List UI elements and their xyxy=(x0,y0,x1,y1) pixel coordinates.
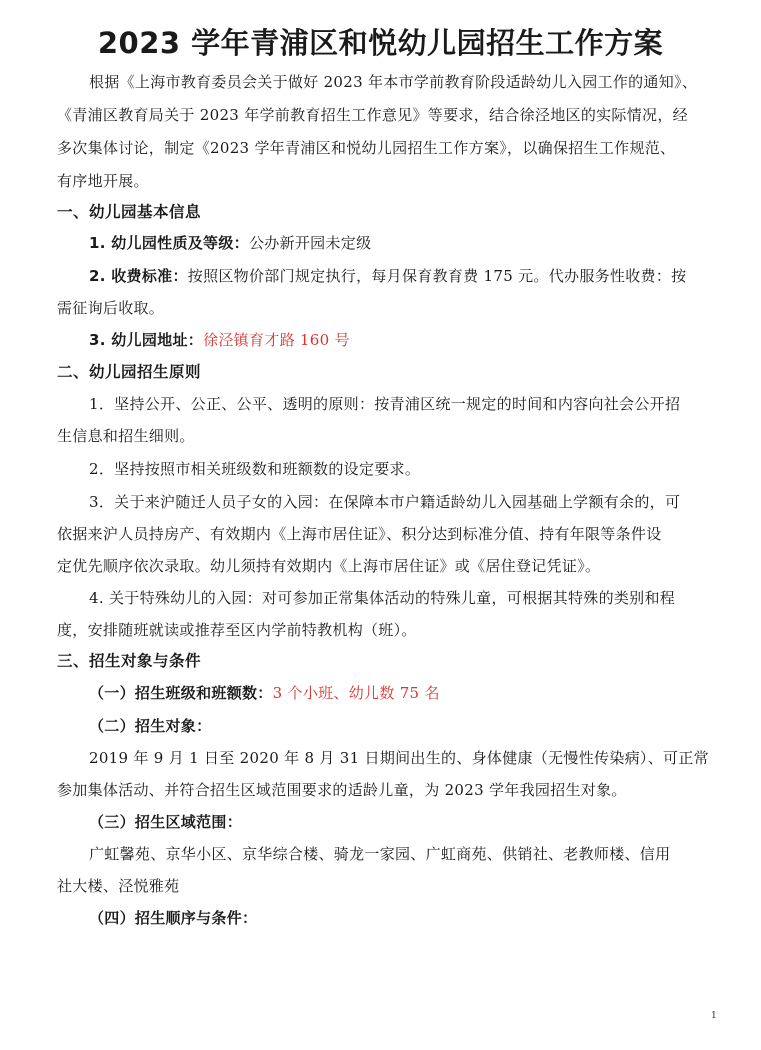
s3-sub-1-label: （一）招生班级和班额数： xyxy=(89,684,273,702)
intro-line-1: 根据《上海市教育委员会关于做好 2023 年本市学前教育阶段适龄幼儿入园工作的通知》、 xyxy=(89,73,698,91)
s2-p3-line-1: 3．关于来沪随迁人员子女的入园：在保障本市户籍适龄幼儿入园基础上学额有余的，可 xyxy=(89,493,681,511)
s1-item-2-label: 2. 收费标准： xyxy=(89,267,188,285)
s2-p1-line-2: 生信息和招生细则。 xyxy=(57,427,195,445)
s1-item-3-label: 3. 幼儿园地址： xyxy=(89,331,204,349)
s1-item-3-address: 徐泾镇育才路 160 号 xyxy=(203,331,350,349)
page-number: 1 xyxy=(711,1011,717,1021)
s1-item-1 xyxy=(89,232,371,254)
intro-line-4: 有序地开展。 xyxy=(57,172,149,190)
s2-p1-line-1: 1．坚持公开、公正、公平、透明的原则：按青浦区统一规定的时间和内容向社会公开招 xyxy=(89,395,681,413)
s1-item-1-value: 公办新开园未定级 xyxy=(248,234,372,252)
s3-sub-2-line-1: 2019 年 9 月 1 日至 2020 年 8 月 31 日期间出生的、身体健康（无慢性传染病）、可正常 xyxy=(89,749,709,767)
document-title: 2023 学年青浦区和悦幼儿园招生工作方案 xyxy=(97,26,664,60)
section-heading-3: 三、招生对象与条件 xyxy=(57,652,202,670)
section-heading-2: 二、幼儿园招生原则 xyxy=(57,363,202,381)
s1-item-2 xyxy=(89,265,686,287)
section-heading-1: 一、幼儿园基本信息 xyxy=(57,203,202,221)
s2-p3-line-3: 定优先顺序依次录取。幼儿须持有效期内《上海市居住证》或《居住登记凭证》。 xyxy=(57,557,601,575)
s3-sub-3-line-1: 广虹馨苑、京华小区、京华综合楼、骑龙一家园、广虹商苑、供销社、老教师楼、信用 xyxy=(89,845,671,863)
s2-p4-line-1: 4. 关于特殊幼儿的入园：对可参加正常集体活动的特殊儿童，可根据其特殊的类别和程 xyxy=(89,589,676,607)
s3-sub-1-value: 3 个小班、幼儿数 75 名 xyxy=(272,684,440,702)
s2-p2: 2．坚持按照市相关班级数和班额数的设定要求。 xyxy=(89,460,421,478)
s2-p3-line-2: 依据来沪人员持房产、有效期内《上海市居住证》、积分达到标准分值、持有年限等条件设 xyxy=(57,525,662,543)
s3-sub-3-line-2: 社大楼、泾悦雅苑 xyxy=(57,877,180,895)
s2-p4-line-2: 度，安排随班就读或推荐至区内学前特教机构（班）。 xyxy=(57,621,417,639)
intro-line-2: 《青浦区教育局关于 2023 年学前教育招生工作意见》等要求，结合徐泾地区的实际情况，经 xyxy=(57,106,688,124)
s3-sub-2-label: （二）招生对象： xyxy=(89,717,212,735)
s3-sub-2-line-2: 参加集体活动、并符合招生区域范围要求的适龄儿童，为 2023 学年我园招生对象。 xyxy=(57,781,627,799)
s1-item-1-label: 1. 幼儿园性质及等级： xyxy=(89,234,249,252)
s3-sub-4-label: （四）招生顺序与条件： xyxy=(89,909,258,927)
s1-item-3 xyxy=(89,329,350,351)
s1-item-2-cont: 需征询后收取。 xyxy=(57,299,165,317)
s3-sub-1 xyxy=(89,682,440,704)
intro-line-3: 多次集体讨论，制定《2023 学年青浦区和悦幼儿园招生工作方案》，以确保招生工作规范、 xyxy=(57,139,676,157)
s3-sub-3-label: （三）招生区域范围： xyxy=(89,813,243,831)
s1-item-2-value: 按照区物价部门规定执行，每月保育教育费 175 元。代办服务性收费：按 xyxy=(187,267,687,285)
